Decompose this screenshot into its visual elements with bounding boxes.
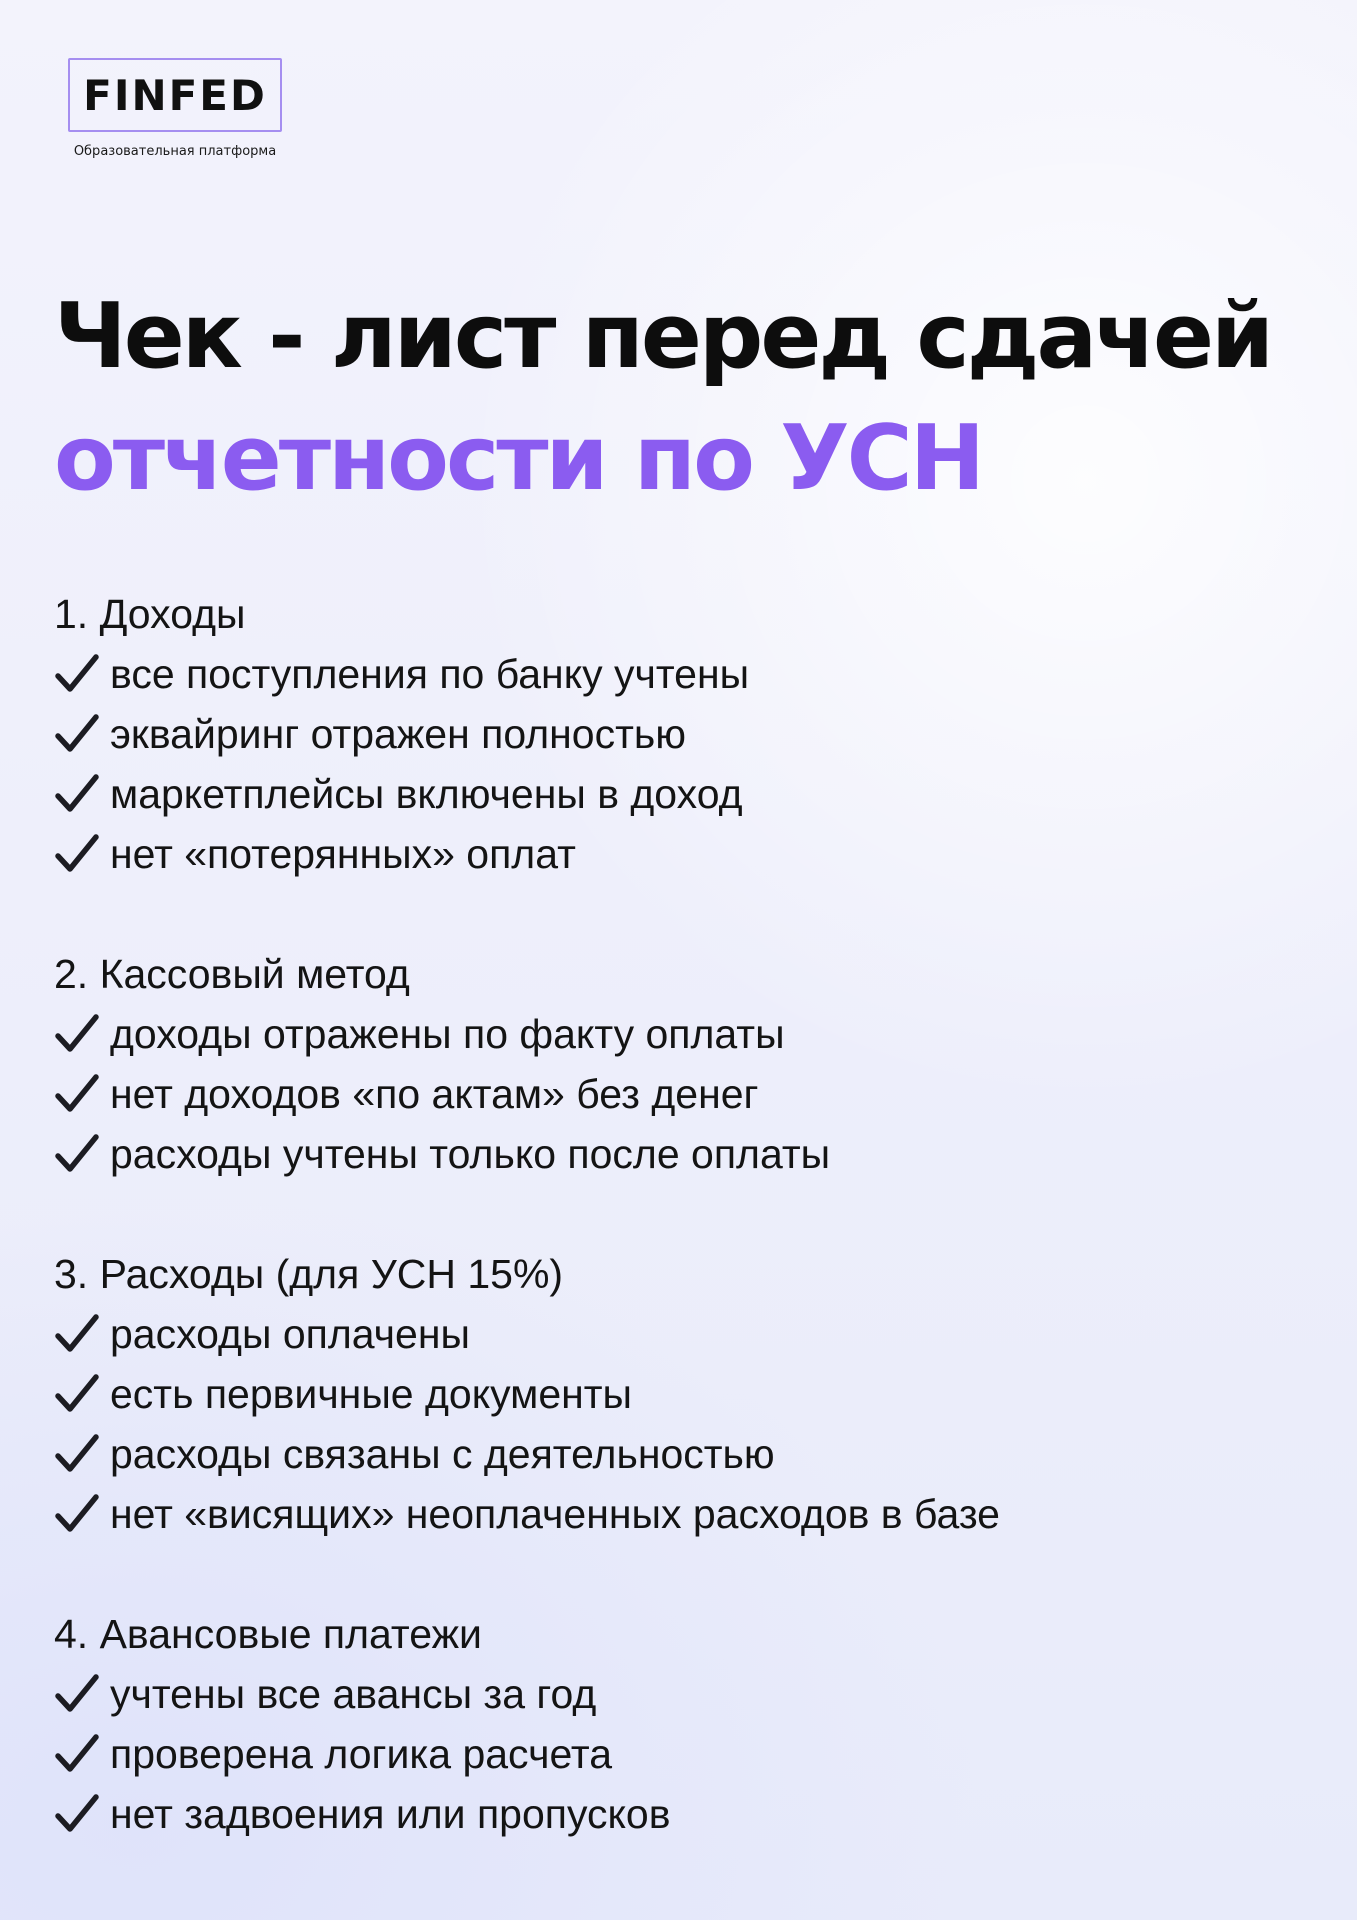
section-title: 4. Авансовые платежи (54, 1611, 482, 1657)
checklist-item (54, 1424, 1314, 1484)
checkmark-icon (54, 1011, 100, 1057)
checkmark-icon (54, 651, 100, 697)
checklist-section-advance-payments (54, 1604, 1314, 1844)
checklist-item (54, 824, 1314, 884)
checkmark-icon (54, 1311, 100, 1357)
page-title-line-2: отчетности по УСН (54, 406, 983, 511)
checklist-item (54, 1784, 1314, 1844)
checklist-item-text: нет «потерянных» оплат (110, 831, 576, 877)
section-title: 3. Расходы (для УСН 15%) (54, 1251, 564, 1297)
checklist-item (54, 644, 1314, 704)
checkmark-icon (54, 1371, 100, 1417)
checkmark-icon (54, 1731, 100, 1777)
checkmark-icon (54, 1071, 100, 1117)
checklist-item-text: расходы оплачены (110, 1311, 470, 1357)
checklist-item (54, 1304, 1314, 1364)
page-title (54, 276, 1271, 520)
checklist-item (54, 1364, 1314, 1424)
checklist-item-text: маркетплейсы включены в доход (110, 771, 743, 817)
checklist-item-text: расходы учтены только после оплаты (110, 1131, 831, 1177)
checklist-item (54, 1724, 1314, 1784)
checklist-item-text: расходы связаны с деятельностью (110, 1431, 775, 1477)
checklist-section-cash-method (54, 944, 1314, 1184)
section-title: 2. Кассовый метод (54, 951, 410, 997)
checklist-item-text: эквайринг отражен полностью (110, 711, 686, 757)
checklist (54, 584, 1314, 1904)
checkmark-icon (54, 771, 100, 817)
checklist-item (54, 1664, 1314, 1724)
checkmark-icon (54, 711, 100, 757)
checklist-item-text: нет доходов «по актам» без денег (110, 1071, 759, 1117)
checklist-item-text: нет «висящих» неоплаченных расходов в базе (110, 1491, 1000, 1537)
checklist-item (54, 1004, 1314, 1064)
checkmark-icon (54, 1431, 100, 1477)
logo-tagline: Образовательная платформа (73, 144, 277, 159)
checkmark-icon (54, 831, 100, 877)
brand-logo (68, 58, 286, 159)
checklist-item-text: доходы отражены по факту оплаты (110, 1011, 785, 1057)
checklist-item-text: учтены все авансы за год (110, 1671, 597, 1717)
checkmark-icon (54, 1131, 100, 1177)
checklist-section-expenses (54, 1244, 1314, 1544)
checklist-item-text: нет задвоения или пропусков (110, 1791, 671, 1837)
checklist-item (54, 1064, 1314, 1124)
checklist-item (54, 1124, 1314, 1184)
checklist-item-text: есть первичные документы (110, 1371, 633, 1417)
checklist-item-text: все поступления по банку учтены (110, 651, 750, 697)
checkmark-icon (54, 1491, 100, 1537)
checkmark-icon (54, 1671, 100, 1717)
checklist-section-income (54, 584, 1314, 884)
checklist-item-text: проверена логика расчета (110, 1731, 613, 1777)
logo-wordmark: FINFED (68, 58, 282, 132)
checklist-item (54, 704, 1314, 764)
section-title: 1. Доходы (54, 591, 246, 637)
checkmark-icon (54, 1791, 100, 1837)
page-title-line-1: Чек - лист перед сдачей (54, 284, 1272, 389)
checklist-item (54, 1484, 1314, 1544)
checklist-item (54, 764, 1314, 824)
